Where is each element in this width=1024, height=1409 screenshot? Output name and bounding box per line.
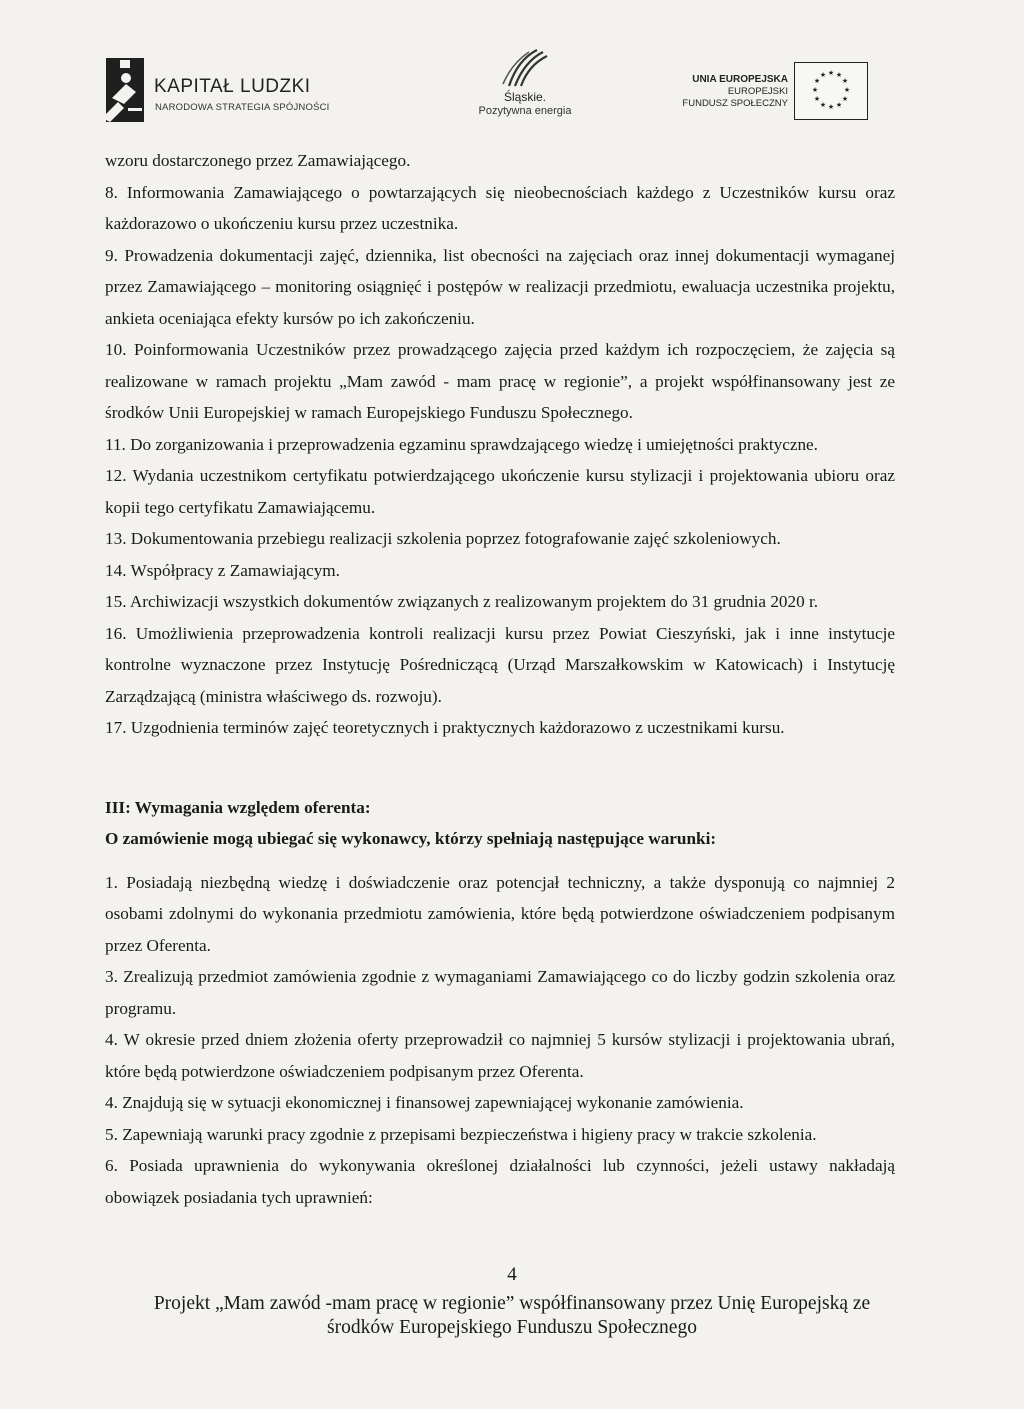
slaskie-name: Śląskie. xyxy=(503,90,547,104)
slaskie-tagline: Pozytywna energia xyxy=(478,105,572,117)
paragraph: 15. Archiwizacji wszystkich dokumentów związanych z realizowanym projektem do 31 grudnia 2020 r. xyxy=(105,592,819,611)
paragraph: wzoru dostarczonego przez Zamawiającego. xyxy=(105,151,411,170)
svg-text:★: ★ xyxy=(841,77,849,85)
paragraph: 11. Do zorganizowania i przeprowadzenia egzaminu sprawdzającego wiedzę i umiejętności praktyczne. xyxy=(105,434,818,454)
section-spacer xyxy=(105,855,895,867)
svg-text:★: ★ xyxy=(827,103,835,111)
svg-text:★: ★ xyxy=(813,95,821,103)
eu-flag-stars-icon xyxy=(794,62,868,120)
section-spacer xyxy=(105,744,895,792)
slaskie-swirl-icon xyxy=(495,48,550,88)
section-subheading: O zamówienie mogą ubiegać się wykonawcy, którzy spełniają następujące warunki: xyxy=(105,829,717,848)
kapital-ludzki-emblem-icon xyxy=(102,58,146,124)
paragraph: 17. Uzgodnienia terminów zajęć teoretycznych i praktycznych każdorazowo z uczestnikami kursu. xyxy=(105,718,785,737)
paragraph: 14. Współpracy z Zamawiającym. xyxy=(105,560,340,580)
paragraph: 10. Poinformowania Uczestników przez prowadzącego zajęcia przed każdym ich rozpoczęciem, że zajęcia są realizowane w ramach projektu „Mam zawód - mam pracę w regionie”, a projekt współfinansowany jest ze środków Unii Europejskiej w ramach Europejskiego Funduszu Społecznego. xyxy=(105,340,895,422)
svg-text:★: ★ xyxy=(841,95,849,103)
eu-line-2: EUROPEJSKI xyxy=(727,86,788,97)
kapital-ludzki-logo xyxy=(102,58,352,128)
requirement-item: 4. W okresie przed dniem złożenia oferty przeprowadził co najmniej 5 kursów stylizacji i projektowania ubrań, które będą potwierdzone oświadczeniem podpisanym przez Oferenta. xyxy=(105,1030,895,1081)
requirement-item: 4. Znajdują się w sytuacji ekonomicznej i finansowej zapewniającej wykonanie zamówienia. xyxy=(105,1093,744,1112)
requirement-item: 6. Posiada uprawnienia do wykonywania określonej działalności lub czynności, jeżeli ustawy nakładają obowiązek posiadania tych uprawnień: xyxy=(105,1156,895,1207)
paragraph: 12. Wydania uczestnikom certyfikatu potwierdzającego ukończenie kursu stylizacji i projektowania ubioru oraz kopii tego certyfikatu Zamawiającemu. xyxy=(105,466,895,517)
svg-text:★: ★ xyxy=(819,101,827,109)
svg-text:★: ★ xyxy=(813,77,821,85)
section-heading: III: Wymagania względem oferenta: xyxy=(105,797,371,817)
svg-text:★: ★ xyxy=(811,86,819,94)
eu-line-1: UNIA EUROPEJSKA xyxy=(692,74,788,85)
document-body xyxy=(105,145,895,1213)
paragraph: 8. Informowania Zamawiającego o powtarzających się nieobecnościach każdego z Uczestników kursu oraz każdorazowo o ukończeniu kursu przez uczestnika. xyxy=(105,182,895,233)
requirement-item: 5. Zapewniają warunki pracy zgodnie z przepisami bezpieczeństwa i higieny pracy w trakcie szkolenia. xyxy=(105,1124,817,1144)
eu-line-3: FUNDUSZ SPOŁECZNY xyxy=(682,98,788,109)
svg-text:★: ★ xyxy=(827,69,835,77)
requirement-item: 3. Zrealizują przedmiot zamówienia zgodnie z wymaganiami Zamawiającego co do liczby godzin szkolenia oraz programu. xyxy=(105,967,895,1018)
paragraph: 16. Umożliwienia przeprowadzenia kontroli realizacji kursu przez Powiat Cieszyński, jak i inne instytucje kontrolne wyznaczone przez Instytucję Pośredniczącą (Urząd Marszałkowskim w Katowicach) i Instytucję Zarządzającą (ministra właściwego ds. rozwoju). xyxy=(105,623,895,706)
requirement-item: 1. Posiadają niezbędną wiedzę i doświadczenie oraz potencjał techniczny, a także dysponują co najmniej 2 osobami zdolnymi do wykonania przedmiotu zamówienia, które będą potwierdzone oświadczeniem podpisanym przez Oferenta. xyxy=(105,872,895,955)
page-number: 4 xyxy=(507,1264,517,1285)
kapital-ludzki-subtitle: NARODOWA STRATEGIA SPÓJNOŚCI xyxy=(155,102,330,113)
paragraph: 13. Dokumentowania przebiegu realizacji szkolenia poprzez fotografowanie zajęć szkoleniowych. xyxy=(105,529,781,548)
slaskie-logo xyxy=(470,48,580,128)
eu-logo xyxy=(660,62,870,128)
svg-text:★: ★ xyxy=(835,101,843,109)
header-logos xyxy=(0,48,1024,138)
footer-line-2: środków Europejskiego Funduszu Społecznego xyxy=(327,1317,697,1338)
eu-logo-text xyxy=(682,74,788,110)
paragraph: 9. Prowadzenia dokumentacji zajęć, dziennika, list obecności na zajęciach oraz innej dokumentacji wymaganej przez Zamawiającego – monitoring osiągnięć i postępów w realizacji przedmiotu, ewaluacja uczestnika projektu, ankieta oceniająca efekty kursów po ich zakończeniu. xyxy=(105,245,895,328)
svg-text:★: ★ xyxy=(835,71,843,79)
svg-text:★: ★ xyxy=(819,71,827,79)
svg-text:★: ★ xyxy=(843,86,851,94)
footer-line-1: Projekt „Mam zawód -mam pracę w regionie” współfinansowany przez Unię Europejską ze xyxy=(153,1293,871,1314)
kapital-ludzki-title: KAPITAŁ LUDZKI xyxy=(154,76,311,97)
footer xyxy=(0,1292,1024,1340)
